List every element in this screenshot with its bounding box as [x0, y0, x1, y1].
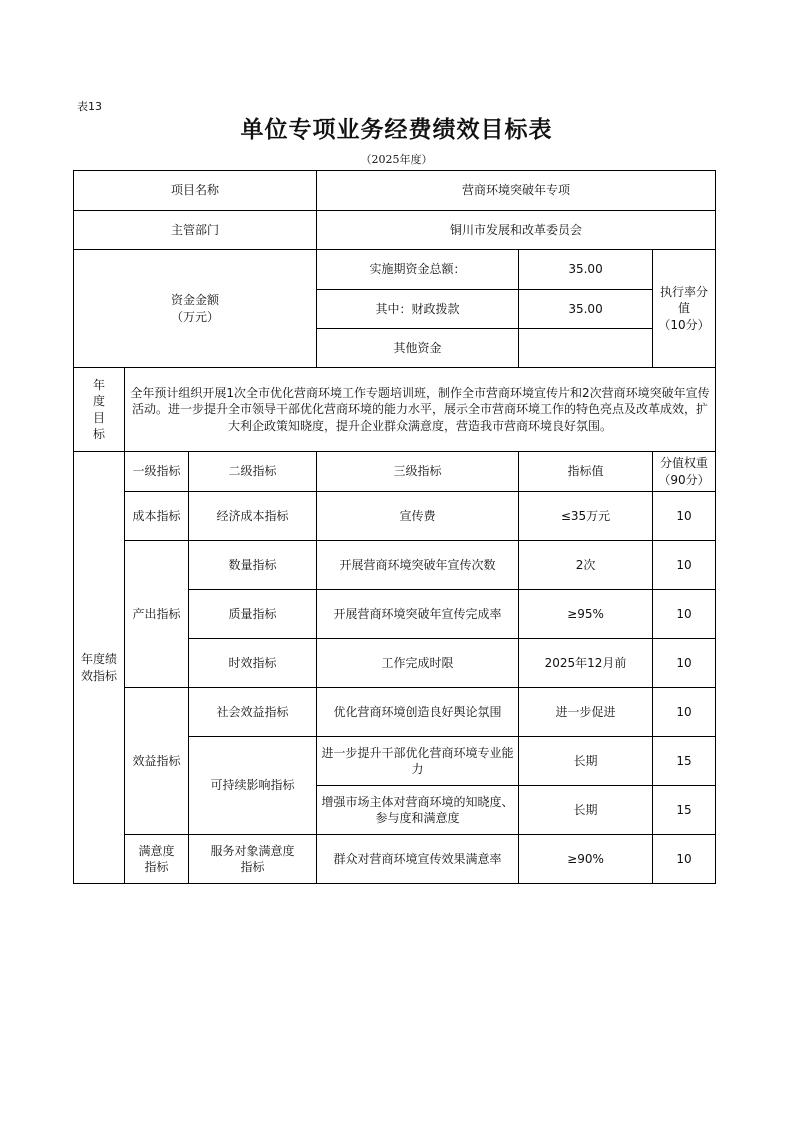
group-satisfaction	[125, 835, 189, 884]
performance-table	[73, 170, 716, 884]
level3-cell: 工作完成时限	[317, 639, 519, 688]
indicators-section-line1: 年度绩	[80, 652, 117, 667]
department-value: 铜川市发展和改革委员会	[317, 211, 716, 250]
level2-cell: 质量指标	[189, 590, 317, 639]
weight-cell: 10	[653, 541, 716, 590]
funds-label-line1: 资金金额	[171, 293, 220, 308]
table-row	[74, 688, 716, 737]
header-level3: 三级指标	[317, 452, 519, 492]
level3-cell: 进一步提升干部优化营商环境专业能力	[317, 737, 519, 786]
level2-cell: 数量指标	[189, 541, 317, 590]
weight-cell: 15	[653, 737, 716, 786]
indicators-section-label	[74, 452, 125, 884]
level2-line1: 服务对象满意度	[210, 843, 295, 858]
weight-cell: 10	[653, 688, 716, 737]
funds-other-label: 其他资金	[317, 329, 519, 368]
level2-line2: 指标	[240, 860, 265, 874]
funds-fiscal-value: 35.00	[519, 290, 653, 329]
weight-cell: 10	[653, 639, 716, 688]
funds-label	[74, 250, 317, 368]
value-cell: 2025年12月前	[519, 639, 653, 688]
annual-goal-label-char: 年	[92, 378, 105, 393]
level2-cell: 时效指标	[189, 639, 317, 688]
weight-cell: 10	[653, 492, 716, 541]
level3-cell: 群众对营商环境宣传效果满意率	[317, 835, 519, 884]
funds-total-label: 实施期资金总额：	[317, 250, 519, 290]
value-cell: 进一步促进	[519, 688, 653, 737]
annual-goal-label-char: 目	[92, 410, 105, 425]
funds-total-value: 35.00	[519, 250, 653, 290]
level3-cell: 开展营商环境突破年宣传次数	[317, 541, 519, 590]
value-cell: ≥95%	[519, 590, 653, 639]
department-row	[74, 211, 716, 250]
execution-rate-score	[653, 250, 716, 368]
execution-rate-line1: 执行率分值	[660, 285, 709, 316]
level2-cell	[189, 835, 317, 884]
level2-cell: 经济成本指标	[189, 492, 317, 541]
funds-fiscal-label: 其中：财政拨款	[317, 290, 519, 329]
level2-cell: 可持续影响指标	[189, 737, 317, 835]
annual-goal-label-char: 标	[92, 426, 105, 441]
table-row	[74, 835, 716, 884]
table-row	[74, 492, 716, 541]
weight-cell: 15	[653, 786, 716, 835]
header-level1: 一级指标	[125, 452, 189, 492]
group-satisfaction-line1: 满意度	[138, 843, 175, 858]
table-row	[74, 541, 716, 590]
level3-cell: 宣传费	[317, 492, 519, 541]
indicator-header-row	[74, 452, 716, 492]
project-name-label: 项目名称	[74, 171, 317, 211]
level2-cell: 社会效益指标	[189, 688, 317, 737]
indicators-section-line2: 效指标	[80, 668, 117, 683]
value-cell: 长期	[519, 786, 653, 835]
group-satisfaction-line2: 指标	[144, 860, 169, 874]
group-output: 产出指标	[125, 541, 189, 688]
funds-total-row	[74, 250, 716, 290]
annual-goal-row	[74, 368, 716, 452]
execution-rate-line2: （10分）	[658, 317, 710, 332]
department-label: 主管部门	[74, 211, 317, 250]
weight-cell: 10	[653, 590, 716, 639]
value-cell: ≥90%	[519, 835, 653, 884]
project-name-row	[74, 171, 716, 211]
project-name-value: 营商环境突破年专项	[317, 171, 716, 211]
header-level2: 二级指标	[189, 452, 317, 492]
group-benefit: 效益指标	[125, 688, 189, 835]
value-cell: 长期	[519, 737, 653, 786]
funds-label-line2: （万元）	[171, 309, 220, 324]
value-cell: 2次	[519, 541, 653, 590]
funds-other-value	[519, 329, 653, 368]
annual-goal-text: 全年预计组织开展1次全市优化营商环境工作专题培训班，制作全市营商环境宣传片和2次营商环境突破年宣传活动。进一步提升全市领导干部优化营商环境的能力水平，展示全市营商环境工作的特色亮点及改革成效，扩大利企政策知晓度，提升企业群众满意度，营造我市营商环境良好氛围。	[125, 368, 716, 452]
annual-goal-label	[74, 368, 125, 452]
header-value: 指标值	[519, 452, 653, 492]
level3-cell: 优化营商环境创造良好舆论氛围	[317, 688, 519, 737]
page-subtitle-year: （2025年度）	[360, 153, 433, 166]
level3-cell: 增强市场主体对营商环境的知晓度、参与度和满意度	[317, 786, 519, 835]
header-weight	[653, 452, 716, 492]
weight-cell: 10	[653, 835, 716, 884]
page-title: 单位专项业务经费绩效目标表	[240, 117, 553, 143]
value-cell: ≤35万元	[519, 492, 653, 541]
header-weight-line2: （90分）	[658, 472, 710, 487]
header-weight-line1: 分值权重	[660, 456, 709, 471]
table-number: 表13	[77, 100, 102, 113]
level3-cell: 开展营商环境突破年宣传完成率	[317, 590, 519, 639]
group-cost: 成本指标	[125, 492, 189, 541]
annual-goal-label-char: 度	[92, 394, 105, 409]
